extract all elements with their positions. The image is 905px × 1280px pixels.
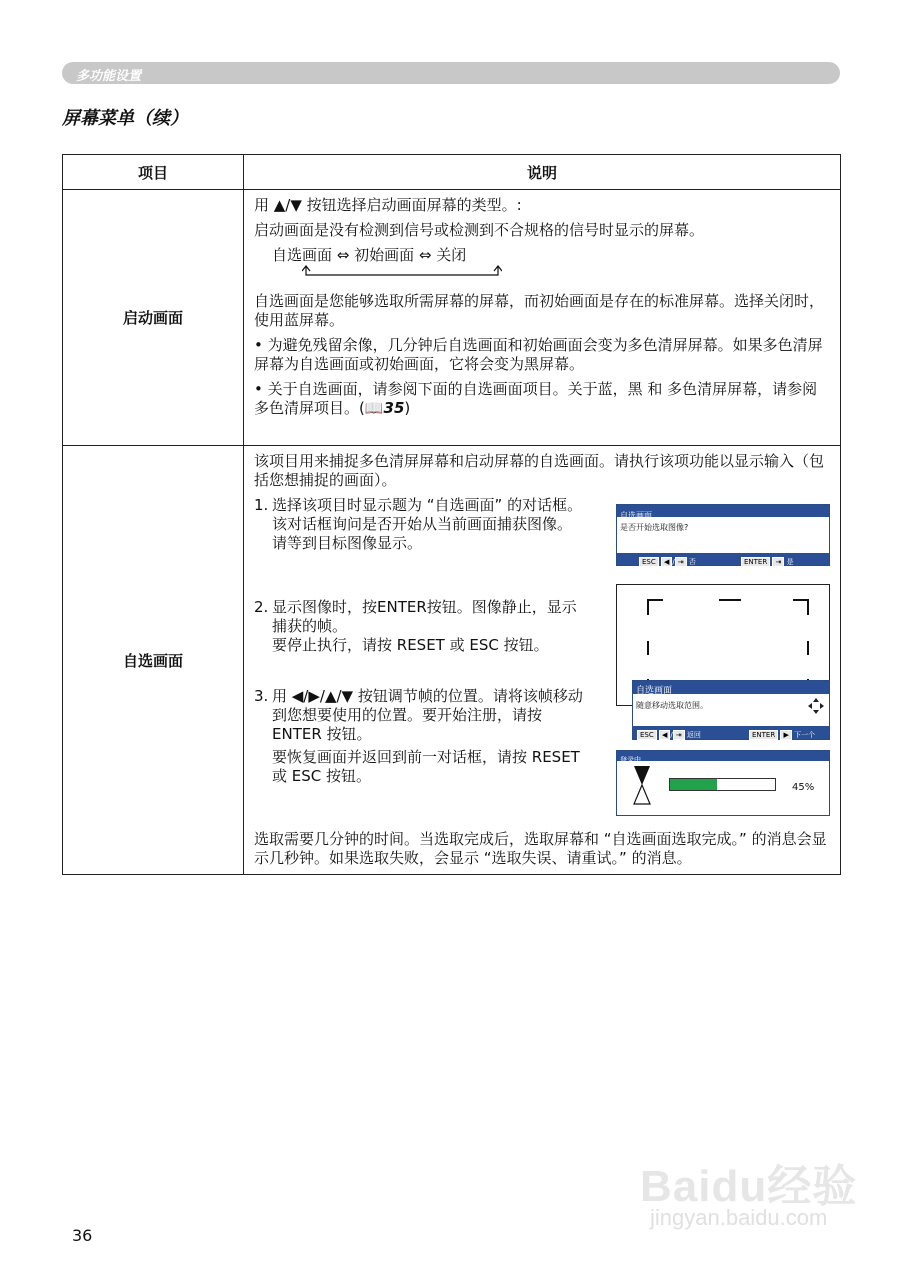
progress-fill	[670, 779, 717, 790]
page-ref-link[interactable]: 35	[383, 399, 405, 417]
dialog-title: 登录中	[617, 751, 829, 761]
enter-arrow-key[interactable]: ⇥	[675, 557, 687, 567]
enter-key[interactable]: ENTER	[741, 557, 770, 567]
progress-bar	[669, 778, 776, 791]
step-number: 2.	[254, 598, 269, 616]
dialog-footer	[617, 553, 829, 565]
esc-key[interactable]: ESC	[639, 557, 659, 567]
page-number: 36	[72, 1226, 93, 1245]
left-key[interactable]: ◀	[659, 730, 670, 740]
table-row	[63, 446, 841, 875]
enter-arrow-key[interactable]: ⇥	[772, 557, 784, 567]
page-title: 屏幕菜单（续）	[62, 108, 188, 129]
step-text: 选择该项目时显示题为 “自选画面” 的对话框。该对话框询问是否开始从当前画面捕获图像。请等到目标图像显示。	[272, 496, 583, 552]
enter-key[interactable]: ENTER	[749, 730, 778, 740]
watermark-url: jingyan.baidu.com	[650, 1205, 828, 1230]
desc-text: 自选画面是您能够选取所需屏幕的屏幕，而初始画面是存在的标准屏幕。选择关闭时，使用蓝屏幕。	[254, 292, 825, 329]
row-item-startup: 启动画面	[63, 190, 244, 446]
back-label: 返回	[686, 731, 701, 739]
book-icon: 📖	[364, 399, 384, 417]
dialog-message: 随意移动选取范围。	[636, 701, 708, 710]
desc-text: 启动画面是没有检测到信号或检测到不合规格的信号时显示的屏幕。	[254, 221, 705, 239]
desc-text-part: • 关于自选画面，请参阅下面的自选画面项目。关于蓝，黑 和 多色清屏屏幕，请参阅多色清屏项目。(	[254, 380, 818, 417]
step-number: 3.	[254, 687, 269, 705]
yes-label: 是	[786, 558, 794, 566]
frame-edge	[807, 641, 809, 655]
watermark-brand: Baidu经验	[640, 1162, 858, 1211]
step-2	[254, 584, 830, 816]
desc-text: • 为避免残留余像，几分钟后自选画面和初始画面会变为多色清屏屏幕。如果多色清屏屏幕为自选画面或初始画面，它将会变为黑屏幕。	[254, 336, 823, 373]
left-key[interactable]: ◀	[661, 557, 672, 567]
separator: /	[672, 558, 675, 566]
cycle-options: 自选画面 ⇔ 初始画面 ⇔ 关闭	[272, 246, 467, 264]
row-item-mypicture: 自选画面	[63, 446, 244, 875]
step-number: 1.	[254, 496, 269, 514]
col-desc-header: 说明	[244, 155, 841, 190]
mypicture-start-dialog	[616, 504, 830, 566]
enter-arrow-key[interactable]: ⇥	[673, 730, 685, 740]
desc-text: 用 ▲/▼ 按钮选择启动画面屏幕的类型。:	[254, 196, 522, 214]
step-text: 用 ◀/▶/▲/▼ 按钮调节帧的位置。请将该帧移动到您想要使用的位置。要开始注册，请按 ENTER 按钮。	[272, 687, 583, 743]
dialog-title: 自选画面	[633, 681, 829, 694]
cycle-return-arrow-icon	[302, 265, 502, 279]
step-text: 要停止执行，请按 RESET 或 ESC 按钮。	[272, 636, 549, 654]
next-label: 下一个	[794, 731, 816, 739]
settings-table	[62, 154, 841, 875]
col-item-header: 项目	[63, 155, 244, 190]
section-header-label: 多功能设置	[76, 69, 142, 84]
row-desc-startup	[244, 190, 841, 446]
separator: /	[670, 731, 673, 739]
dialog-title: 自选画面	[617, 505, 829, 517]
mypicture-position-dialog	[632, 680, 830, 740]
dialog-question: 是否开始选取图像?	[620, 523, 689, 532]
hourglass-icon	[633, 765, 651, 805]
frame-corner	[647, 599, 663, 615]
frame-edge	[647, 641, 649, 655]
frame-corner	[793, 599, 809, 615]
step-text: 显示图像时，按ENTER按钮。图像静止，显示捕获的帧。	[272, 598, 577, 635]
step-1	[254, 496, 830, 566]
section-header-bar	[62, 62, 840, 84]
desc-text: 该项目用来捕捉多色清屏屏幕和启动屏幕的自选画面。请执行该项功能以显示输入（包括您想捕捉的画面）。	[254, 452, 825, 489]
frame-edge	[719, 599, 741, 601]
move-arrows-icon	[807, 697, 825, 715]
table-header-row	[63, 155, 841, 190]
desc-text	[254, 380, 830, 418]
row-desc-mypicture	[244, 446, 841, 875]
desc-text: 选取需要几分钟的时间。当选取完成后，选取屏幕和 “自选画面选取完成。” 的消息会显示几秒钟。如果选取失败，会显示 “选取失误、请重试。” 的消息。	[254, 830, 827, 867]
registering-dialog	[616, 750, 830, 816]
step-text: 要恢复画面并返回到前一对话框，请按 RESET 或 ESC 按钮。	[272, 748, 580, 785]
dialog-footer	[633, 726, 829, 739]
table-row	[63, 190, 841, 446]
no-label: 否	[688, 558, 696, 566]
right-key[interactable]: ▶	[780, 730, 791, 740]
esc-key[interactable]: ESC	[637, 730, 657, 740]
desc-text-part: )	[404, 399, 411, 417]
progress-percent: 45%	[792, 782, 815, 793]
